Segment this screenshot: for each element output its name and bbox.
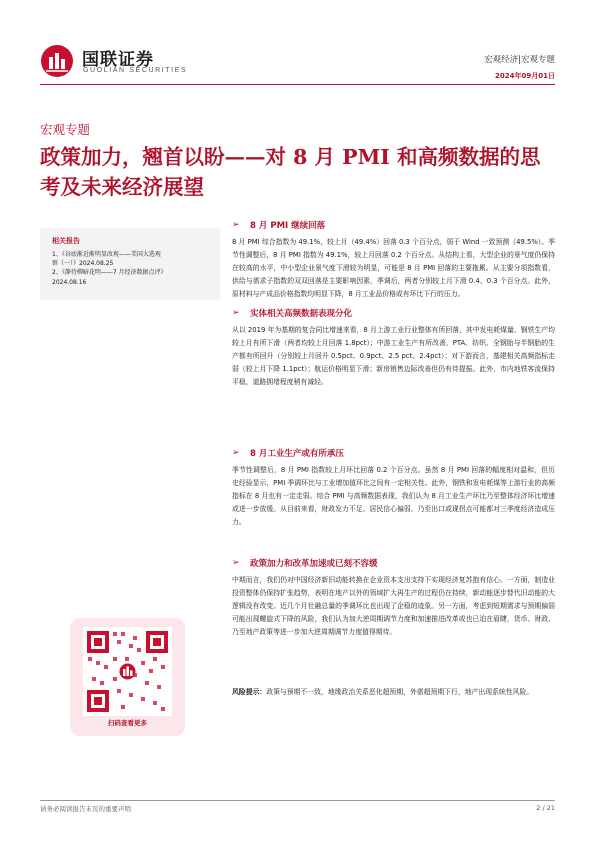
report-date: 2024年09月01日: [495, 72, 555, 80]
section-title: 政策加力和改革加速或已刻不容缓: [250, 559, 378, 569]
section-title: 8 月 PMI 继续回落: [250, 221, 326, 231]
footer-disclaimer[interactable]: 请务必阅读报告末页的重要声明: [40, 805, 131, 813]
qr-code-icon[interactable]: [83, 627, 172, 716]
page-number: 2 / 21: [536, 804, 555, 812]
section-high-frequency: [232, 306, 555, 389]
qr-caption: 扫码查看更多: [108, 719, 147, 727]
related-report-line[interactable]: 2024.08.16: [52, 278, 87, 286]
section-title: 实体相关高频数据表现分化: [250, 309, 353, 319]
related-report-line[interactable]: 察（一）》2024.08.25: [52, 260, 114, 268]
section-title: 8 月工业生产或有所承压: [250, 449, 344, 459]
brand-name-en: GUOLIAN SECURITIES: [83, 67, 188, 74]
section-body: 季节性调整后，8 月 PMI 指数较上月环比回落 0.2 个百分点。虽然 8 月 PMI 回落的幅度相对温和，但历史经验显示，PMI 季调环比与工业增加值环比之间有一定相关性。此外，钢铁和发电耗煤等上游行业的高频指标在 8 月也有一定走弱。综合 PMI 与高频数据表现，我们认为 8 月工业生产环比乃至整体经济环比增速或进一步放缓。从目前来看，财政发力不足、居民信心偏弱、乃至出口或现拐点可能都对三季度经济造成压力。: [232, 466, 555, 526]
section-label: 宏观专题: [40, 122, 91, 137]
risk-warning: [232, 686, 555, 699]
section-industrial: [232, 446, 555, 529]
arrow-bullet-icon: ➢: [232, 448, 240, 458]
section-pmi: [232, 218, 555, 301]
arrow-bullet-icon: ➢: [232, 220, 240, 230]
sidebar: [40, 218, 220, 740]
section-body: 中期而言，我们仍对中国经济新旧动能转换在企业资本支出支持下实现经济复苏抱有信心。一方面，制造业投资整体仍保持扩张趋势，表明在地产以外的领域扩大再生产的过程仍在持续，新动能逐步替代旧动能的大逻辑没有改变。近几个月社融总量的季调环比也出现了企稳的迹象。另一方面，考虑到短期需求与预期偏弱可能出现螺旋式下降的风险，我们认为加大逆周期调节力度和加速推进改革或也已迫在眉睫，货币、财政、乃至地产政策等进一步加大逆周期调节力度值得期待。: [232, 576, 555, 636]
section-policy: [232, 556, 555, 639]
risk-text: 政策与预期不一致，地缘政治关系恶化超预期，外需超预期下行，地产出现系统性风险。: [266, 688, 534, 696]
risk-label: 风险提示：: [232, 688, 267, 696]
brand-name: 国联证券: [82, 50, 154, 70]
related-reports-heading: 相关报告: [52, 237, 80, 245]
report-category: 宏观经济|宏观专题: [484, 55, 555, 65]
section-body: 8 月 PMI 综合指数为 49.1%，较上月（49.4%）回落 0.3 个百分点，弱于 Wind 一致预测（49.5%）。季节性调整后，8 月 PMI 指数为 49.1%，较上月回落 0.2 个百分点。从结构上看，大型企业的景气度仍保持在较高的水平，中小型企业景气度下滑较为明显，可能是 8 月 PMI 回落的主要拖累。从主要分项指数看，供给与需求子指数的双双回落是主要影响因素，季调后，两者分别较上月下滑 0.4、0.3 个百分点。此外，原材料与产成品价格指数均明显下降，8 月工业品价格或有环比下行的压力。: [232, 238, 555, 298]
qr-card: [70, 618, 185, 736]
section-body: 从以 2019 年为基期的复合同比增速来看，8 月上游工业行业整体有所回落，其中发电耗煤量、钢铁生产均较上月有所下滑（两者均较上月回落 1.8pct）；中游工业生产有所改善，PTA、纺织、全钢胎与半钢胎的生产都有所回升（分别较上月回升 0.5pct、0.9pct、2.5 pct、2.4pct）；对下游而言，基建相关高频指标走弱（较上月下降 1.1pct）；航运价格明显下滑；新房销售边际改善但仍有待提振。此外，市内地铁客流保持平稳，道路拥堵程度稍有减轻。: [232, 326, 555, 386]
related-reports-box: [40, 228, 220, 300]
header-divider: [40, 84, 555, 85]
guolian-logo-icon: [40, 44, 74, 78]
page-title: 政策加力，翘首以盼——对 8 月 PMI 和高频数据的思考及未来经济展望: [40, 145, 541, 199]
arrow-bullet-icon: ➢: [232, 308, 240, 318]
footer-divider: [40, 800, 555, 801]
related-report-line[interactable]: 2、《静待柳暗花明——7 月经济数据点评》: [52, 269, 167, 277]
arrow-bullet-icon: ➢: [232, 558, 240, 568]
page-header: [0, 0, 595, 96]
related-report-line[interactable]: 1、《谷底渐近渐明显改观——美国大选观: [52, 251, 161, 258]
